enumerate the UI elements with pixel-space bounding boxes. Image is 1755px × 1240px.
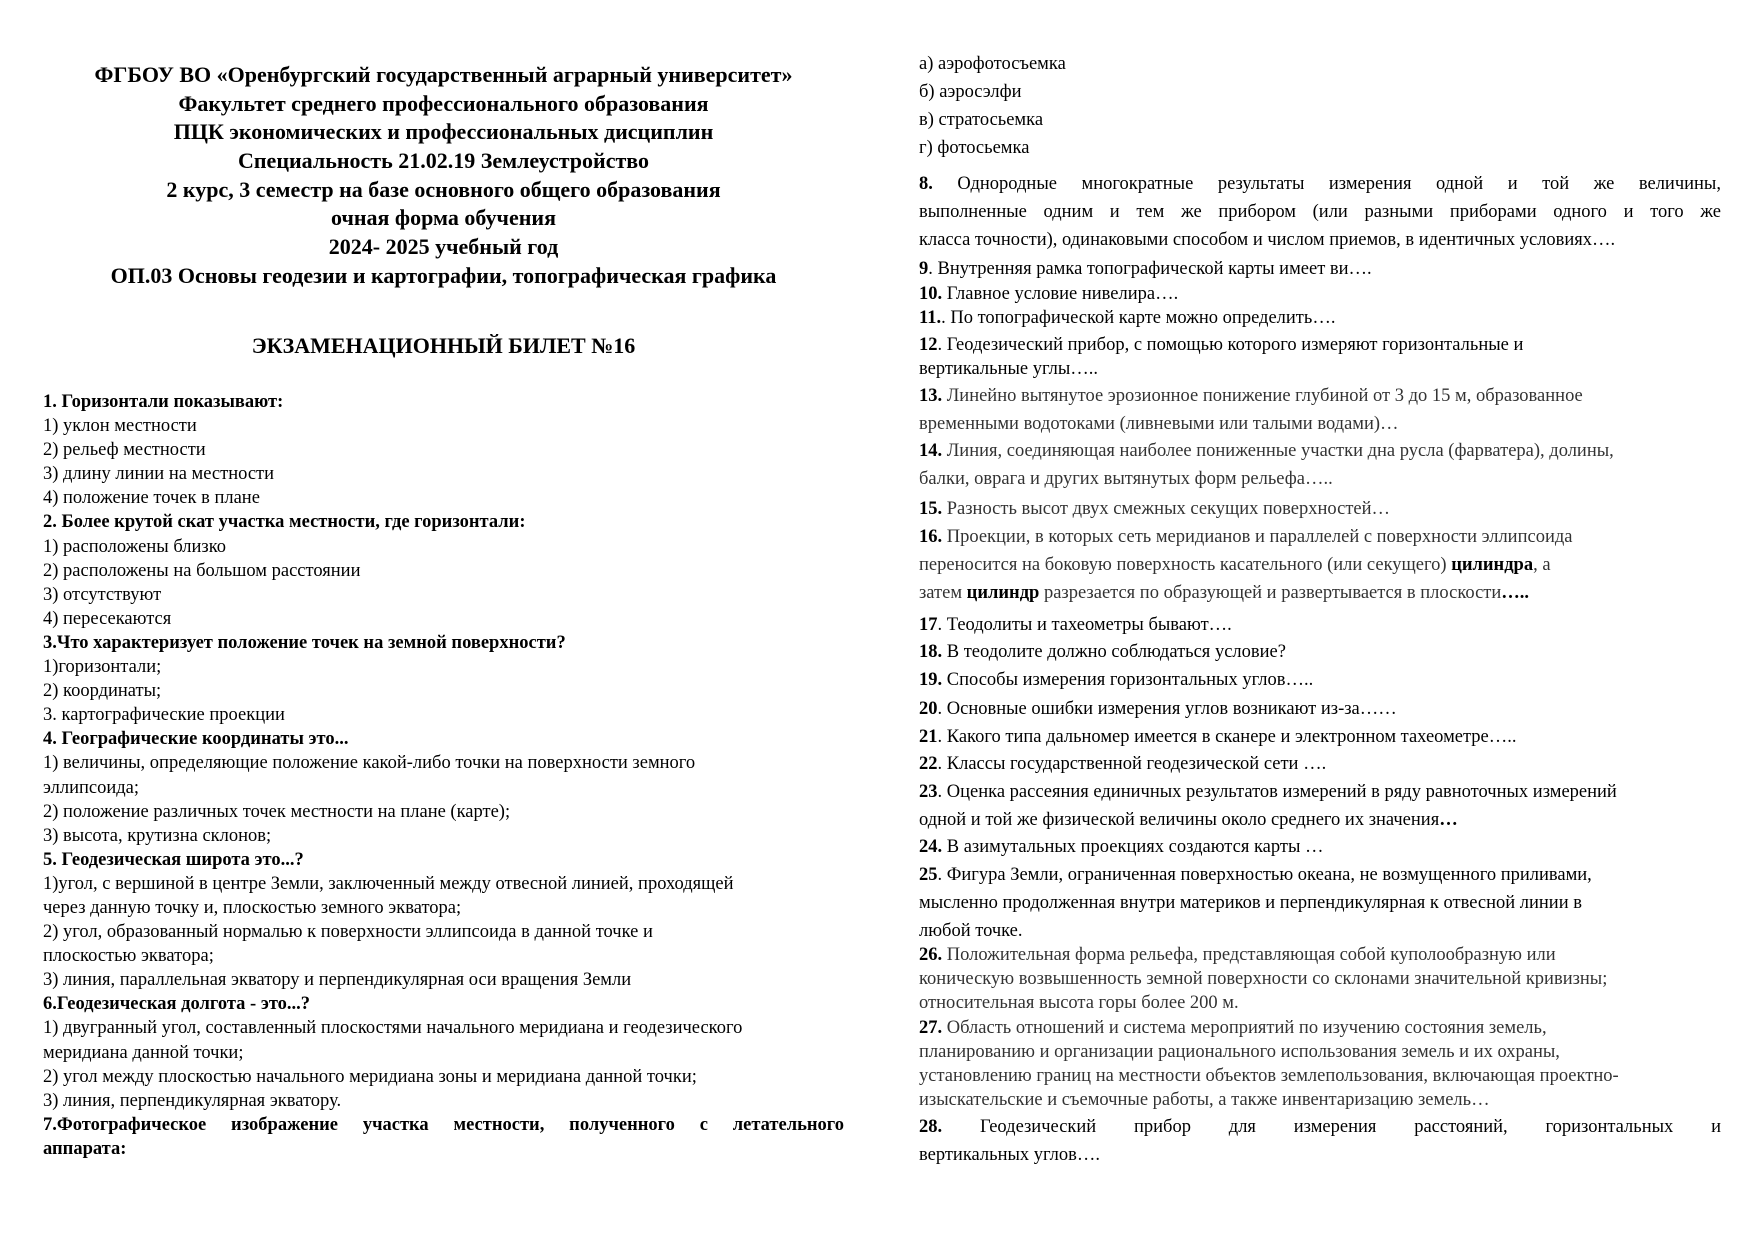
header-line: 2024- 2025 учебный год	[328, 234, 559, 260]
left-column-questions	[43, 390, 844, 1161]
answer-option: 3) линия, параллельная экватору и перпендикулярная оси вращения Земли	[43, 970, 632, 991]
question-line	[919, 1016, 1721, 1040]
question-item	[919, 750, 1721, 778]
question-line	[919, 551, 1721, 579]
question-item	[919, 611, 1721, 639]
question-line	[919, 495, 1721, 523]
question-line	[919, 1064, 1721, 1088]
question-line	[919, 1040, 1721, 1064]
answer-option: 2) угол между плоскостью начального меридиана зоны и меридиана данной точки;	[43, 1066, 697, 1087]
answer-option: 2) координаты;	[43, 681, 162, 702]
question-number: 10.	[919, 284, 943, 304]
question-heading: 7.Фотографическое изображение участка местности, полученного с летательного	[43, 1114, 844, 1135]
answer-option: через данную точку и, плоскостью земного экватора;	[43, 897, 462, 918]
question-text: выполненные одним и тем же прибором (или разными приборами одного и того же	[919, 202, 1721, 222]
question-text: Геодезический прибор для измерения расстояний, горизонтальных и	[942, 1117, 1721, 1137]
question-text: Положительная форма рельефа, представляющая собой куполообразную или	[942, 945, 1556, 965]
question-item	[919, 306, 1721, 330]
answer-option: 1) величины, определяющие положение какой-либо точки на поверхности земного	[43, 753, 696, 774]
question-text: а) аэрофотосъемка	[919, 54, 1066, 74]
question-text: Линия, соединяющая наиболее пониженные участки дна русла (фарватера), долины,	[942, 441, 1614, 461]
question-item	[919, 943, 1721, 1015]
answer-option: 2) рельеф местности	[43, 440, 206, 461]
question-heading: 3.Что характеризует положение точек на земной поверхности?	[43, 632, 566, 653]
question-text: одной и той же физической величины около среднего их значения	[919, 810, 1440, 830]
answer-option: 3) линия, перпендикулярная экватору.	[43, 1090, 342, 1111]
header-line: Факультет среднего профессионального образования	[178, 90, 709, 116]
question-text: цилиндра	[1451, 555, 1534, 575]
question-text: . Геодезический прибор, с помощью которого измеряют горизонтальные и	[937, 335, 1524, 355]
question-item	[919, 78, 1721, 106]
answer-option: 1)угол, с вершиной в центре Земли, заключенный между отвесной линией, проходящей	[43, 873, 734, 894]
question-text: б) аэросэлфи	[919, 82, 1022, 102]
answer-option: 3) отсутствуют	[43, 584, 162, 605]
question-item	[919, 1016, 1721, 1112]
question-line	[919, 437, 1721, 465]
question-text: Однородные многократные результаты измерения одной и той же величины,	[932, 174, 1721, 194]
question-line	[919, 611, 1721, 639]
answer-option: 2) расположены на большом расстоянии	[43, 560, 361, 581]
question-line	[919, 917, 1721, 945]
question-text: установлению границ на местности объектов землепользования, включающая проектно-	[919, 1066, 1619, 1086]
question-line	[919, 723, 1721, 751]
question-heading: аппарата:	[43, 1138, 127, 1159]
header-line: ОП.03 Основы геодезии и картографии, топографическая графика	[110, 262, 777, 288]
question-line	[919, 306, 1721, 330]
question-text: . Какого типа дальномер имеется в сканере и электронном тахеометре…..	[937, 727, 1517, 747]
question-text: , а	[1533, 555, 1551, 575]
question-item	[919, 170, 1721, 254]
question-line	[919, 410, 1721, 438]
answer-option: 3) высота, крутизна склонов;	[43, 825, 272, 846]
question-line	[919, 695, 1721, 723]
question-text: Проекции, в которых сеть меридианов и параллелей с поверхности эллипсоида	[942, 527, 1573, 547]
question-text: класса точности), одинаковыми способом и числом приемов, в идентичных условиях….	[919, 230, 1616, 250]
question-item	[919, 333, 1721, 381]
question-heading: 1. Горизонтали показывают:	[43, 392, 284, 412]
question-text: балки, оврага и других вытянутых форм рельефа…..	[919, 469, 1333, 489]
question-text: затем	[919, 583, 967, 603]
header-line: очная форма обучения	[331, 205, 556, 231]
question-text: планированию и организации рационального использования земель и их охраны,	[919, 1042, 1560, 1062]
question-line	[919, 943, 1721, 967]
question-item	[919, 833, 1721, 861]
ticket-title: ЭКЗАМЕНАЦИОННЫЙ БИЛЕТ №16	[251, 333, 636, 358]
question-line	[919, 638, 1721, 666]
question-number: 12	[919, 335, 938, 355]
question-number: 9	[919, 259, 929, 279]
question-text: изыскательские и съемочные работы, а также инвентаризацию земель…	[919, 1090, 1490, 1110]
question-text: коническую возвышенность земной поверхности со склонами значительной кривизны;	[919, 969, 1608, 989]
question-text: …	[1439, 810, 1458, 830]
question-line	[919, 806, 1721, 834]
question-line	[919, 382, 1721, 410]
question-text: разрезается по образующей и развертывается в плоскости	[1039, 583, 1502, 603]
question-line	[919, 666, 1721, 694]
question-item	[919, 861, 1721, 945]
header-line: Специальность 21.02.19 Землеустройство	[237, 148, 650, 174]
question-text: временными водотоками (ливневыми или талыми водами)…	[919, 414, 1399, 434]
question-number: 25	[919, 865, 938, 885]
answer-option: 2) угол, образованный нормалью к поверхности эллипсоида в данной точке и	[43, 922, 653, 943]
answer-option: 3) длину линии на местности	[43, 464, 275, 485]
question-heading: 4. Географические координаты это...	[43, 729, 349, 750]
question-item	[919, 638, 1721, 666]
question-text: относительная высота горы более 200 м.	[919, 993, 1239, 1013]
question-line	[919, 226, 1721, 254]
answer-option: 2) положение различных точек местности на плане (карте);	[43, 801, 511, 822]
question-text: В азимутальных проекциях создаются карты …	[942, 837, 1324, 857]
question-item	[919, 437, 1721, 493]
question-line	[919, 523, 1721, 551]
question-text: любой точке.	[919, 921, 1023, 941]
answer-option: 4) пересекаются	[43, 608, 172, 629]
question-text: Линейно вытянутое эрозионное понижение глубиной от 3 до 15 м, образованное	[942, 386, 1583, 406]
question-line	[919, 1088, 1721, 1112]
answer-option: 3. картографические проекции	[43, 705, 285, 726]
question-number: 23	[919, 782, 938, 802]
question-line	[919, 50, 1721, 78]
answer-option: 1)горизонтали;	[43, 657, 162, 678]
question-line	[919, 967, 1721, 991]
question-text: . Оценка рассеяния единичных результатов измерений в ряду равноточных измерений	[937, 782, 1617, 802]
question-text: вертикальных углов….	[919, 1145, 1101, 1165]
question-text: Главное условие нивелира….	[942, 284, 1179, 304]
question-item	[919, 1113, 1721, 1169]
question-text: . Классы государственной геодезической сети ….	[937, 754, 1327, 774]
question-line	[919, 991, 1721, 1015]
question-line	[919, 1141, 1721, 1169]
answer-option: меридиана данной точки;	[43, 1042, 244, 1063]
question-line	[919, 198, 1721, 226]
question-item	[919, 106, 1721, 134]
header-line: ПЦК экономических и профессиональных дисциплин	[173, 119, 714, 145]
question-line	[919, 333, 1721, 357]
question-item	[919, 695, 1721, 723]
question-item	[919, 778, 1721, 834]
question-item	[919, 255, 1721, 283]
question-number: 24.	[919, 837, 943, 857]
question-item	[919, 50, 1721, 78]
question-text: мысленно продолженная внутри материков и перпендикулярная к отвесной линии в	[919, 893, 1582, 913]
header-line: 2 курс, 3 семестр на базе основного общего образования	[166, 176, 721, 202]
question-text: В теодолите должно соблюдаться условие?	[942, 642, 1286, 662]
question-text: . Внутренняя рамка топографической карты имеет ви….	[928, 259, 1372, 279]
answer-option: 1) расположены близко	[43, 536, 227, 557]
question-line	[919, 282, 1721, 306]
answer-option: эллипсоида;	[43, 777, 139, 798]
question-number: 13.	[919, 386, 943, 406]
question-number: 28.	[919, 1117, 943, 1137]
question-item	[919, 495, 1721, 523]
header-line: ФГБОУ ВО «Оренбургский государственный аграрный университет»	[94, 62, 793, 87]
question-number: 11.	[919, 308, 942, 328]
question-number: 17	[919, 615, 938, 635]
question-number: 21	[919, 727, 938, 747]
question-line	[919, 579, 1721, 607]
question-line	[919, 170, 1721, 198]
question-line	[919, 134, 1721, 162]
question-text: Способы измерения горизонтальных углов…..	[942, 670, 1314, 690]
answer-option: 1) двугранный угол, составленный плоскостями начального меридиана и геодезического	[43, 1018, 743, 1039]
question-text: . Основные ошибки измерения углов возникают из-за……	[937, 699, 1397, 719]
question-text: . Фигура Земли, ограниченная поверхностью океана, не возмущенного приливами,	[937, 865, 1592, 885]
question-number: 22	[919, 754, 938, 774]
question-line	[919, 255, 1721, 283]
question-line	[919, 889, 1721, 917]
question-number: 19.	[919, 670, 943, 690]
question-number: 14.	[919, 441, 943, 461]
question-heading: 6.Геодезическая долгота - это...?	[43, 994, 311, 1015]
question-line	[919, 750, 1721, 778]
question-number: 8.	[919, 174, 933, 194]
question-line	[919, 1113, 1721, 1141]
question-item	[919, 382, 1721, 438]
question-number: 20	[919, 699, 938, 719]
question-text: цилиндр	[966, 583, 1040, 603]
question-item	[919, 666, 1721, 694]
question-line	[919, 861, 1721, 889]
question-text: …..	[1501, 583, 1530, 603]
answer-option: 4) положение точек в плане	[43, 488, 260, 509]
question-text: переносится на боковую поверхность касательного (или секущего)	[919, 555, 1452, 575]
question-text: . По топографической карте можно определить….	[941, 308, 1336, 328]
question-line	[919, 78, 1721, 106]
question-item	[919, 282, 1721, 306]
question-number: 18.	[919, 642, 943, 662]
question-text: . Теодолиты и тахеометры бывают….	[937, 615, 1232, 635]
question-text: Разность высот двух смежных секущих поверхностей…	[942, 499, 1391, 519]
question-text: в) стратосьемка	[919, 110, 1044, 130]
question-text: Область отношений и система мероприятий по изучению состояния земель,	[942, 1018, 1547, 1038]
question-item	[919, 723, 1721, 751]
question-line	[919, 465, 1721, 493]
question-line	[919, 778, 1721, 806]
question-number: 26.	[919, 945, 943, 965]
question-item	[919, 134, 1721, 162]
question-item	[919, 523, 1721, 607]
question-number: 15.	[919, 499, 943, 519]
document-header	[43, 61, 844, 291]
question-text: вертикальные углы…..	[919, 359, 1099, 379]
answer-option: плоскостью экватора;	[43, 946, 214, 967]
question-number: 16.	[919, 527, 943, 547]
question-text: г) фотосьемка	[919, 138, 1030, 158]
question-number: 27.	[919, 1018, 943, 1038]
question-line	[919, 357, 1721, 381]
question-heading: 2. Более крутой скат участка местности, где горизонтали:	[43, 512, 526, 533]
question-line	[919, 833, 1721, 861]
question-heading: 5. Геодезическая широта это...?	[43, 849, 304, 870]
question-line	[919, 106, 1721, 134]
answer-option: 1) уклон местности	[43, 416, 197, 437]
